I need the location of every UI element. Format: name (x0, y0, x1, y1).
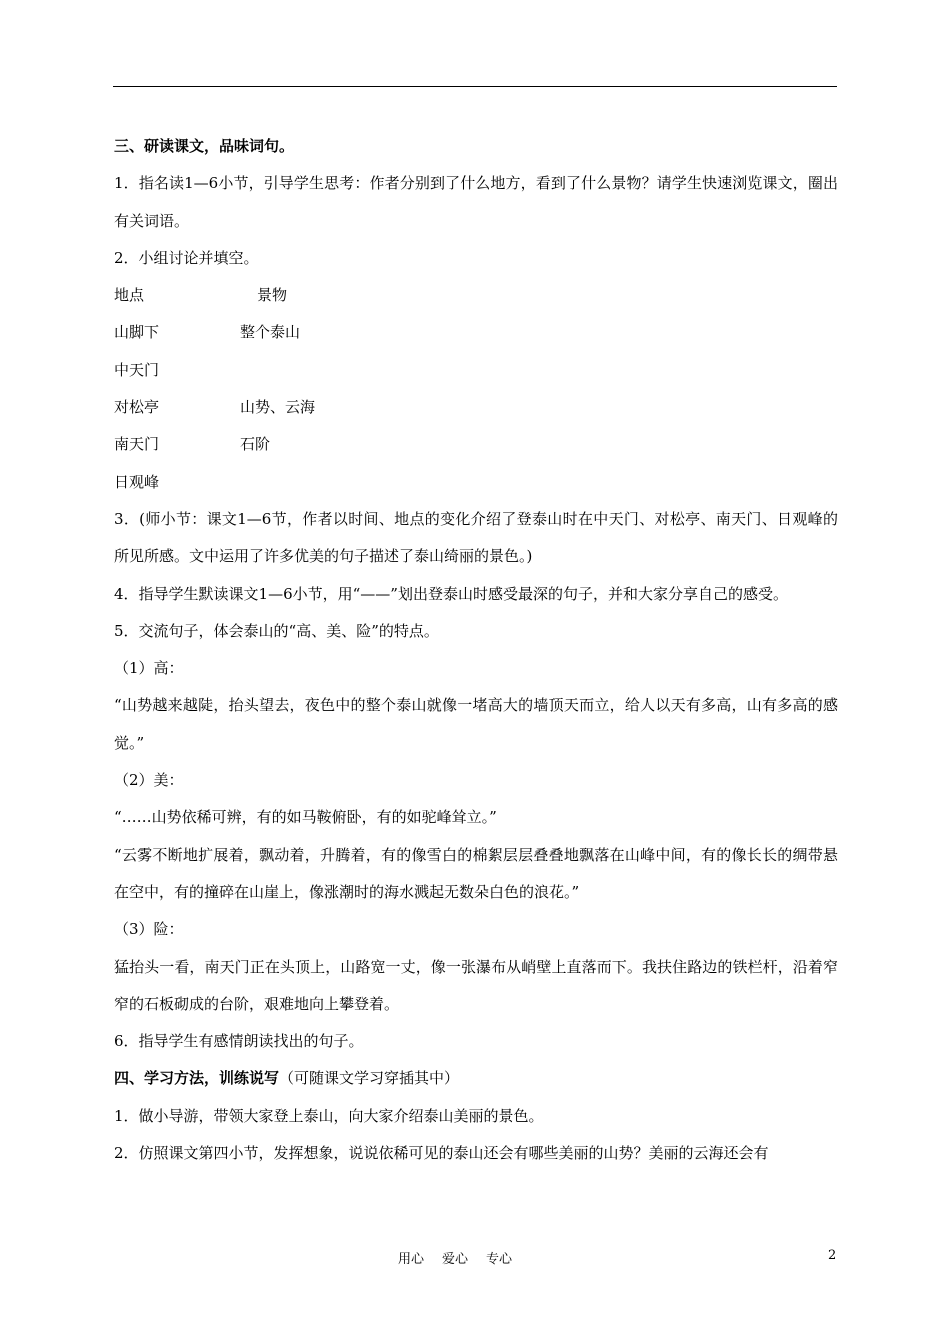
sub3-label: （3）险： (114, 920, 184, 939)
footer-motto (398, 1248, 530, 1267)
table-row (114, 389, 838, 426)
table-cell-place: 日观峰 (114, 472, 160, 491)
header-rule (113, 86, 837, 87)
table-cell-place: 中天门 (114, 360, 160, 379)
table-header-place: 地点 (114, 286, 145, 305)
sub2-quote2: “云雾不断地扩展着，飘动着，升腾着，有的像雪白的棉絮层层叠叠地飘落在山峰中间，有的像长长的绸带悬在空中，有的撞碎在山崖上，像涨潮时的海水溅起无数朵白色的浪花。” (114, 845, 838, 901)
table-header-scene: 景物 (257, 286, 288, 305)
footer-word: 爱心 (442, 1252, 469, 1267)
table-row (114, 352, 838, 389)
page-footer (0, 1248, 950, 1268)
page-number: 2 (828, 1248, 837, 1263)
table-row (114, 426, 838, 463)
section3-item6: 6．指导学生有感情朗读找出的句子。 (114, 1032, 364, 1051)
table-cell-scene: 整个泰山 (240, 323, 301, 342)
footer-word: 用心 (398, 1252, 425, 1267)
section4-item1: 1．做小导游，带领大家登上泰山，向大家介绍泰山美丽的景色。 (114, 1106, 544, 1125)
section4-heading (114, 1060, 838, 1097)
table-cell-place: 山脚下 (114, 323, 160, 342)
section4-item2: 2．仿照课文第四小节，发挥想象，说说依稀可见的泰山还会有哪些美丽的山势？美丽的云海还会有 (114, 1144, 769, 1163)
table-cell-scene: 山势、云海 (240, 398, 316, 417)
sub1-quote: “山势越来越陡，抬头望去，夜色中的整个泰山就像一堵高大的墙顶天而立，给人以天有多高，山有多高的感觉。” (114, 696, 838, 752)
section4-heading-note: （可随课文学习穿插其中） (279, 1069, 460, 1088)
section3-item1: 1．指名读1—6小节，引导学生思考：作者分别到了什么地方，看到了什么景物？请学生快速浏览课文，圈出有关词语。 (114, 174, 838, 230)
section3-heading: 三、研读课文，品味词句。 (114, 137, 295, 155)
sub3-quote: 猛抬头一看，南天门正在头顶上，山路宽一丈，像一张瀑布从峭壁上直落而下。我扶住路边的铁栏杆，沿着窄窄的石板砌成的台阶，艰难地向上攀登着。 (114, 957, 838, 1013)
table-header (114, 277, 838, 314)
footer-word: 专心 (486, 1252, 513, 1267)
section3-item5: 5．交流句子，体会泰山的“高、美、险”的特点。 (114, 621, 439, 640)
section3-item3: 3．(师小节：课文1—6节，作者以时间、地点的变化介绍了登泰山时在中天门、对松亭、南天门、日观峰的所见所感。文中运用了许多优美的句子描述了泰山绮丽的景色。) (114, 509, 838, 566)
table-cell-scene: 石阶 (240, 435, 271, 454)
section4-heading-text: 四、学习方法，训练说写 (114, 1069, 280, 1088)
table-cell-place: 南天门 (114, 435, 160, 454)
sub2-label: （2）美： (114, 771, 184, 790)
sub2-quote1: “……山势依稀可辨，有的如马鞍俯卧，有的如驼峰耸立。” (114, 808, 497, 827)
table-cell-place: 对松亭 (114, 398, 160, 417)
section3-item4: 4．指导学生默读课文1—6小节，用“——”划出登泰山时感受最深的句子，并和大家分享自己的感受。 (114, 584, 788, 603)
table-row (114, 314, 838, 351)
section3-item2: 2．小组讨论并填空。 (114, 248, 259, 267)
table-row (114, 464, 838, 501)
document-body (114, 128, 838, 1172)
sub1-label: （1）高： (114, 659, 184, 678)
